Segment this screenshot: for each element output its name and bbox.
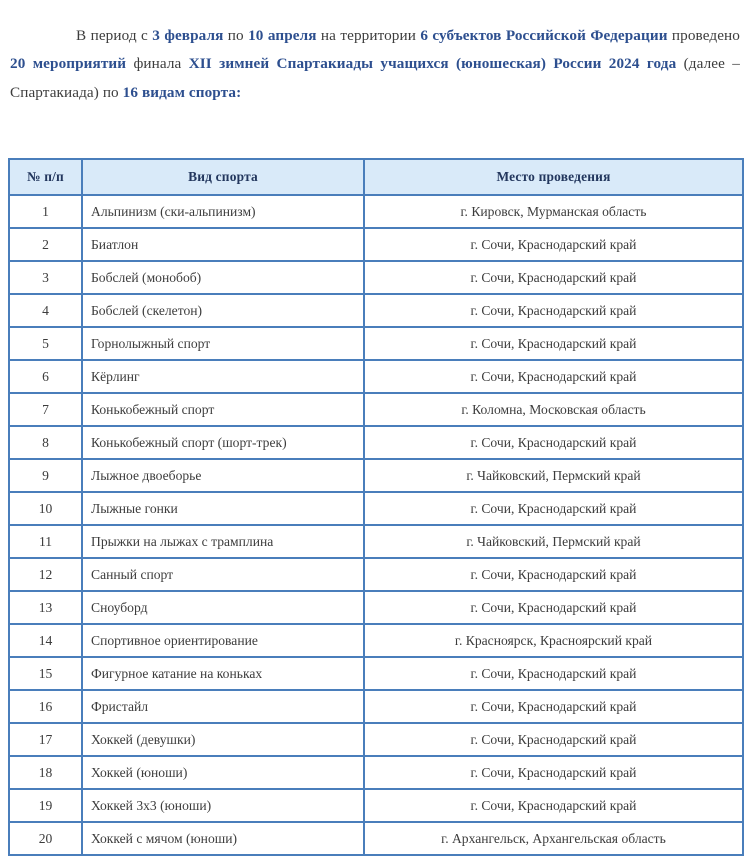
cell-number: 13 xyxy=(9,591,82,624)
column-header-sport: Вид спорта xyxy=(82,159,364,195)
cell-sport: Фигурное катание на коньках xyxy=(82,657,364,690)
cell-sport: Сноуборд xyxy=(82,591,364,624)
cell-sport: Хоккей 3х3 (юноши) xyxy=(82,789,364,822)
cell-number: 2 xyxy=(9,228,82,261)
cell-sport: Горнолыжный спорт xyxy=(82,327,364,360)
cell-sport: Бобслей (скелетон) xyxy=(82,294,364,327)
cell-sport: Спортивное ориентирование xyxy=(82,624,364,657)
intro-segment: 6 субъектов Российской Федерации xyxy=(420,27,668,45)
cell-venue: г. Сочи, Краснодарский край xyxy=(364,492,743,525)
cell-venue: г. Сочи, Краснодарский край xyxy=(364,690,743,723)
table-row xyxy=(9,657,743,690)
cell-venue: г. Сочи, Краснодарский край xyxy=(364,294,743,327)
table-row xyxy=(9,591,743,624)
cell-number: 15 xyxy=(9,657,82,690)
cell-sport: Хоккей (девушки) xyxy=(82,723,364,756)
cell-sport: Прыжки на лыжах с трамплина xyxy=(82,525,364,558)
table-row xyxy=(9,294,743,327)
table-row xyxy=(9,393,743,426)
sports-table-container xyxy=(8,158,742,856)
table-row xyxy=(9,525,743,558)
cell-number: 9 xyxy=(9,459,82,492)
cell-venue: г. Сочи, Краснодарский край xyxy=(364,756,743,789)
intro-paragraph xyxy=(0,15,750,107)
cell-venue: г. Сочи, Краснодарский край xyxy=(364,789,743,822)
cell-venue: г. Архангельск, Архангельская область xyxy=(364,822,743,855)
cell-number: 18 xyxy=(9,756,82,789)
table-row xyxy=(9,195,743,228)
cell-sport: Кёрлинг xyxy=(82,360,364,393)
cell-venue: г. Сочи, Краснодарский край xyxy=(364,360,743,393)
sports-table xyxy=(8,158,744,856)
cell-sport: Лыжное двоеборье xyxy=(82,459,364,492)
cell-number: 4 xyxy=(9,294,82,327)
cell-number: 1 xyxy=(9,195,82,228)
intro-segment: 16 видам спорта: xyxy=(122,83,242,101)
cell-number: 12 xyxy=(9,558,82,591)
cell-venue: г. Красноярск, Красноярский край xyxy=(364,624,743,657)
cell-number: 5 xyxy=(9,327,82,360)
cell-venue: г. Сочи, Краснодарский край xyxy=(364,426,743,459)
cell-venue: г. Чайковский, Пермский край xyxy=(364,525,743,558)
table-row xyxy=(9,228,743,261)
cell-number: 11 xyxy=(9,525,82,558)
intro-segment: финала xyxy=(126,55,189,73)
table-body xyxy=(9,195,743,855)
cell-venue: г. Сочи, Краснодарский край xyxy=(364,558,743,591)
document-page xyxy=(0,15,750,859)
table-row xyxy=(9,492,743,525)
cell-number: 10 xyxy=(9,492,82,525)
cell-sport: Бобслей (монобоб) xyxy=(82,261,364,294)
table-row xyxy=(9,360,743,393)
cell-number: 19 xyxy=(9,789,82,822)
cell-number: 7 xyxy=(9,393,82,426)
table-row xyxy=(9,426,743,459)
table-row xyxy=(9,690,743,723)
cell-venue: г. Сочи, Краснодарский край xyxy=(364,657,743,690)
cell-number: 3 xyxy=(9,261,82,294)
table-row xyxy=(9,327,743,360)
cell-venue: г. Сочи, Краснодарский край xyxy=(364,723,743,756)
cell-venue: г. Сочи, Краснодарский край xyxy=(364,591,743,624)
table-header-row xyxy=(9,159,743,195)
table-row xyxy=(9,261,743,294)
table-row xyxy=(9,723,743,756)
cell-venue: г. Чайковский, Пермский край xyxy=(364,459,743,492)
cell-venue: г. Кировск, Мурманская область xyxy=(364,195,743,228)
intro-segment: 20 мероприятий xyxy=(10,55,127,73)
cell-sport: Хоккей с мячом (юноши) xyxy=(82,822,364,855)
cell-venue: г. Сочи, Краснодарский край xyxy=(364,327,743,360)
cell-sport: Альпинизм (ски-альпинизм) xyxy=(82,195,364,228)
cell-number: 8 xyxy=(9,426,82,459)
cell-number: 14 xyxy=(9,624,82,657)
intro-segment: XII зимней Спартакиады учащихся (юношеская) России 2024 года xyxy=(188,55,677,73)
cell-sport: Биатлон xyxy=(82,228,364,261)
table-row xyxy=(9,789,743,822)
intro-segment: (далее – Спартакиада) по xyxy=(10,55,741,101)
table-row xyxy=(9,822,743,855)
cell-sport: Хоккей (юноши) xyxy=(82,756,364,789)
intro-segment: проведено xyxy=(667,27,740,45)
intro-segment: по xyxy=(223,27,249,45)
intro-segment: на территории xyxy=(316,27,421,45)
table-row xyxy=(9,459,743,492)
cell-sport: Конькобежный спорт xyxy=(82,393,364,426)
intro-segment: В период с xyxy=(76,27,153,45)
cell-sport: Фристайл xyxy=(82,690,364,723)
cell-number: 6 xyxy=(9,360,82,393)
cell-sport: Конькобежный спорт (шорт-трек) xyxy=(82,426,364,459)
cell-number: 20 xyxy=(9,822,82,855)
cell-venue: г. Сочи, Краснодарский край xyxy=(364,261,743,294)
table-header xyxy=(9,159,743,195)
cell-number: 17 xyxy=(9,723,82,756)
intro-segment: 10 апреля xyxy=(248,27,317,45)
cell-sport: Лыжные гонки xyxy=(82,492,364,525)
column-header-number: № п/п xyxy=(9,159,82,195)
column-header-venue: Место проведения xyxy=(364,159,743,195)
table-row xyxy=(9,756,743,789)
cell-venue: г. Коломна, Московская область xyxy=(364,393,743,426)
table-row xyxy=(9,624,743,657)
intro-segment: 3 февраля xyxy=(152,27,224,45)
cell-number: 16 xyxy=(9,690,82,723)
cell-venue: г. Сочи, Краснодарский край xyxy=(364,228,743,261)
cell-sport: Санный спорт xyxy=(82,558,364,591)
table-row xyxy=(9,558,743,591)
